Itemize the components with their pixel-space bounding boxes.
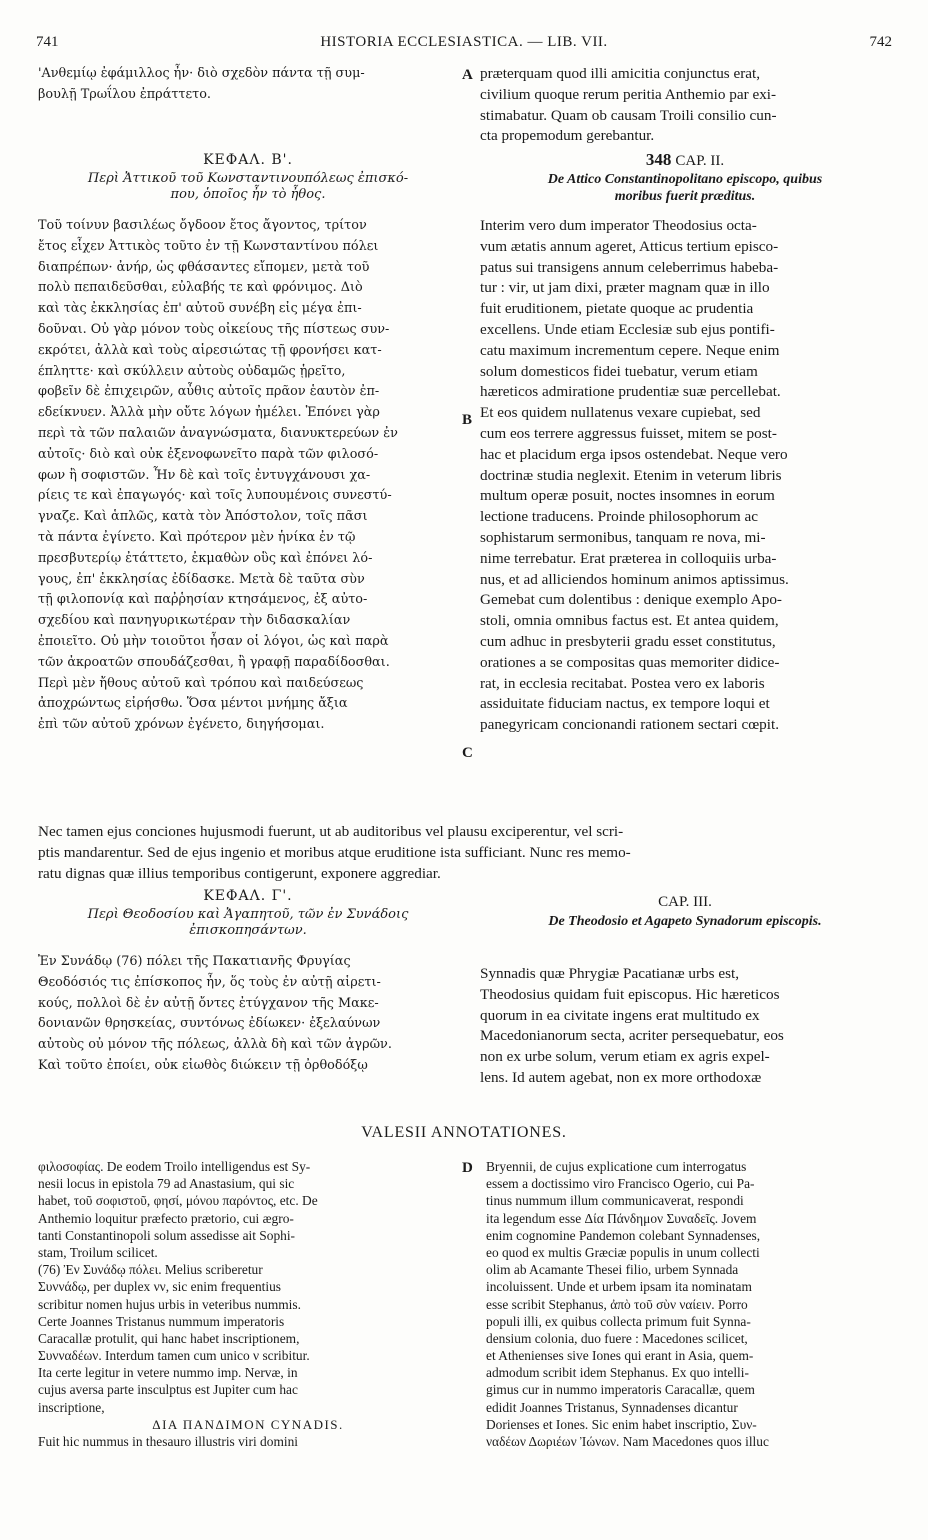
text-line: non ex urbe solum, verum etiam ex agris expel-: [480, 1048, 770, 1066]
text-line: hac et placidum erga ipsos ostendebat. Neque vero: [480, 445, 788, 463]
text-line: ἀποχρώντως εἰρήσθω. Ὅσα μέντοι μνήμης ἄξια: [38, 696, 348, 712]
text-line: Synnadis quæ Phrygiæ Pacatianæ urbs est,: [480, 965, 740, 982]
text-line: αὐτοῖς· διὸ καὶ οὐκ ἐξενοφωνεῖτο παρὰ τῶν φιλοσό-: [38, 446, 379, 462]
note-line: incoluissent. Unde et urbem ipsam ita nominatam: [486, 1279, 752, 1295]
note-line: eo quod ex multis Græciæ populis in unum collecti: [486, 1244, 760, 1260]
text-line: αὐτοὺς οὐ μόνον τῆς πόλεως, ἀλλὰ δὴ καὶ τῶν ἀγρῶν.: [38, 1037, 392, 1053]
text-line: δοῦναι. Οὐ γὰρ μόνον τοὺς οἰκείους τῆς πίστεως συν-: [38, 321, 390, 337]
note-line: essem a doctissimo viro Francisco Ogerio, cui Pa-: [486, 1176, 755, 1192]
text-line: τῇ φιλοπονίᾳ καὶ παῤῥησίαν κτησάμενος, ἐξ αὐτο-: [38, 592, 368, 608]
chapter-title-line: Περὶ Θεοδοσίου καὶ Ἀγαπητοῦ, τῶν ἐν Συνάδοις: [87, 906, 409, 922]
note-line: φιλοσοφίας. De eodem Troilo intelligendus est Sy-: [38, 1159, 311, 1174]
text-line: ἐποιεῖτο. Οὐ μὴν τοιοῦτοι ἦσαν οἱ λόγοι, ὡς καὶ παρὰ: [38, 633, 389, 649]
text-line: Θεοδόσιός τις ἐπίσκοπος ἦν, ὅς τοὺς ἐν αὐτῇ αἱρετι-: [38, 974, 381, 990]
text-line: hæreticos admiratione prudentiæ suæ percellebat.: [480, 383, 781, 401]
chapter-heading: ΚΕΦΑΛ. Γ'.: [203, 888, 293, 904]
note-line: Bryennii, de cujus explicatione cum interrogatus: [486, 1159, 747, 1174]
greek-chapter-3-text: [38, 952, 458, 1077]
text-line: cum eos terrere aggressus fuisset, mitem se post-: [480, 424, 777, 442]
note-line: edidit Joannes Tristanus, Synnadenses dicantur: [486, 1399, 738, 1415]
chapter-title-line: moribus fuerit præditus.: [614, 188, 756, 204]
latin-chapter-2-heading: [480, 150, 890, 205]
margin-letter-a: A: [462, 67, 473, 83]
note-line: populi illi, ex quibus collecta primum fuit Synna-: [486, 1313, 751, 1329]
note-line: Fuit hic nummus in thesauro illustris viri domini: [38, 1434, 298, 1449]
text-line: γους, ἐπ' ἐκκλησίας ἐδίδασκε. Μετὰ δὲ ταῦτα σὺν: [38, 571, 365, 587]
note-line: ita legendum esse Δία Πάνδημον Συναδεῖς. Jovem: [486, 1210, 757, 1226]
text-line: stoli, omnia omnibus factus est. Et antea quidem,: [480, 612, 779, 630]
note-line: cujus aversa parte insculptus est Jupiter cum hac: [38, 1382, 298, 1398]
note-line: Dorienses et Iones. Sic enim habet inscriptio, Συν-: [486, 1416, 757, 1432]
note-line: olim ab Acamante Thesei filio, urbem Synnada: [486, 1262, 739, 1278]
text-line: doctrinæ studia neglexit. Etenim in veterum libris: [480, 466, 782, 484]
text-line: nime terrebatur. Erat præterea in colloquiis urba-: [480, 549, 777, 567]
note-line: Anthemio loquitur præfecto prætorio, cui ægro-: [38, 1210, 294, 1226]
text-line: solum domesticos fidei tuebatur, verum etiam: [480, 362, 758, 380]
text-line: τὰ πάντα ἐγίνετο. Καὶ πρότερον μὲν ἡνίκα ἐν τῷ: [38, 529, 356, 545]
text-line: tur : vir, ut jam dixi, præter magnam quæ in illo: [480, 279, 770, 297]
chapter-title-line: που, ὁποῖος ἦν τὸ ἦθος.: [170, 186, 326, 202]
note-line: densium colonia, duo fuere : Macedones scilicet,: [486, 1330, 748, 1346]
notes-title: VALESII ANNOTATIONES.: [361, 1124, 567, 1141]
text-line: εδείκνυεν. Ἀλλὰ μὴν οὔτε λόγων ἠμέλει. Ἐπόνει γὰρ: [38, 405, 380, 421]
note-line: stam, Troilum scilicet.: [38, 1244, 158, 1260]
text-line: δονιανῶν θρησκείας, συντόνως ἐδίωκεν· ἐξελαύνων: [38, 1016, 381, 1032]
note-line: enim cognomine Pandemon colebant Synnadenses,: [486, 1227, 761, 1243]
text-line: stimabatur. Quam ob causam Troili consilio cun-: [480, 106, 777, 124]
text-line: πολὺ πεπαιδεῦσθαι, εὐλαβής τε καὶ φρόνιμος. Διὸ: [38, 280, 363, 296]
page-number-right: 742: [869, 34, 892, 50]
column-number: 348: [645, 150, 672, 169]
text-line: panegyricam concionandi rationem sectari cœpit.: [480, 716, 779, 734]
page-number-left: 741: [36, 34, 59, 50]
note-line: scribitur nomen hujus urbis in veteribus nummis.: [38, 1296, 301, 1312]
text-line: 'Ανθεμίῳ ἐφάμιλλος ἦν· διὸ σχεδὸν πάντα τῇ συμ-: [38, 66, 365, 81]
text-line: rat, in ecclesia recitabat. Postea vero ex laboris: [480, 674, 765, 692]
latin-chapter-3-text: [480, 964, 890, 1089]
text-line: ρίεις τε καὶ ἐπαγωγός· καὶ τοῖς λυπουμένοις συνεστύ-: [38, 488, 392, 504]
text-line: multum operæ posuit, noctes insomnes in eorum: [480, 487, 775, 505]
note-line: tinus nummum illum communicaverat, respondi: [486, 1193, 744, 1209]
text-line: cta propemodum gerebantur.: [480, 127, 655, 145]
text-line: βουλῇ Τρωΐλου ἐπράττετο.: [38, 86, 211, 102]
text-line: ἐπὶ τῶν αὐτοῦ χρόνων ἐγένετο, διηγήσομαι.: [38, 717, 325, 733]
text-line: Gemebat cum dolentibus : denique exemplo Apo-: [480, 591, 782, 609]
chapter-title-line: Περὶ Ἀττικοῦ τοῦ Κωνσταντινουπόλεως ἐπισκό-: [87, 170, 409, 186]
text-line: έπληττε· καὶ σκύλλειν αὐτοὺς οὐδαμῶς ᾑρεῖτο,: [38, 363, 346, 379]
text-line: civilium quoque rerum peritia Anthemio par exi-: [480, 85, 777, 103]
chapter-heading: [480, 150, 890, 171]
text-line: cum adhuc in presbyterii gradu esset constitutus,: [480, 632, 776, 650]
text-line: catu maximum incrementum cepere. Neque enim: [480, 341, 780, 359]
note-line: admodum scribit idem Stephanus. Ex quo intelli-: [486, 1365, 749, 1381]
note-line: Συννάδῳ, per duplex νν, sic enim frequentius: [38, 1279, 281, 1295]
text-line: φοβεῖν δὲ ἐπιχειρῶν, αὖθις αὐτοῖς πρᾶον ἑαυτὸν ἐπ-: [38, 384, 380, 400]
note-line: et Athenienses sive Iones qui erant in Asia, quem-: [486, 1348, 754, 1364]
text-line: διαπρέπων· ἀνήρ, ὡς φθάσαντες εἴπομεν, μετὰ τοῦ: [38, 259, 370, 275]
chapter-title-line: ἐπισκοπησάντων.: [189, 922, 307, 938]
notes-left-column: [38, 1158, 458, 1450]
note-line: inscriptione,: [38, 1399, 105, 1415]
text-line: τῶν ἀκροατῶν σπουδάζεσθαι, ἢ γραφῇ παραδίδοσθαι.: [38, 654, 390, 670]
running-title: HISTORIA ECCLESIASTICA. — LIB. VII.: [320, 34, 608, 50]
latin-full-width-text: [38, 822, 890, 884]
greek-chapter-3-heading: [38, 886, 458, 939]
margin-letter-b: B: [462, 412, 473, 428]
greek-chapter-2-text: [38, 216, 458, 736]
text-line: πρεσβυτερίῳ ἐτάττετο, ἐκμαθὼν οὓς καὶ ἐπόνει λό-: [38, 550, 373, 566]
latin-column-top: [480, 64, 890, 147]
note-line: gimus cur in nummo imperatoris Caracallæ, quem: [486, 1382, 755, 1398]
text-line: fuit eruditionem, pietate quoque ac prudentia: [480, 300, 754, 318]
latin-chapter-3-heading: [480, 892, 890, 930]
note-line: Ita certe legitur in vetere nummo imp. Nervæ, in: [38, 1365, 298, 1381]
text-line: ratu dignas quæ illius temporibus contigerunt, exponere aggrediar.: [38, 864, 441, 882]
coin-inscription: ΔΙΑ ΠΑΝΔΙΜΟΝ CΥΝΑDIS.: [152, 1416, 344, 1432]
text-line: φων ἢ σοφιστῶν. Ἦν δὲ καὶ τοῖς ἐντυγχάνουσι χα-: [38, 467, 371, 483]
text-line: lectione traducens. Proinde philosophorum ac: [480, 508, 758, 526]
text-line: Theodosius quidam fuit episcopus. Hic hæreticos: [480, 985, 780, 1003]
text-line: Et eos quidem nullatenus vexare cupiebat, sed: [480, 404, 761, 422]
text-line: γναζε. Καὶ ἁπλῶς, κατὰ τὸν Ἀπόστολον, τοῖς πᾶσι: [38, 509, 368, 525]
margin-letter-c: C: [462, 745, 473, 761]
running-head: [36, 34, 892, 56]
text-line: sophistarum sermonibus, tanquam re nova, mi-: [480, 528, 766, 546]
text-line: εκρότει, ἀλλὰ καὶ τοὺς αἱρεσιώτας τῇ φρονήσει κατ-: [38, 342, 382, 358]
text-line: Interim vero dum imperator Theodosius octa-: [480, 217, 757, 234]
margin-letter-d: D: [462, 1160, 473, 1176]
text-line: lens. Id autem agebat, non ex more orthodoxæ: [480, 1068, 762, 1086]
text-line: κούς, πολλοὶ δὲ ἐν αὐτῇ ὄντες ἐτύγχανον τῆς Μακε-: [38, 995, 379, 1011]
text-line: excellens. Unde etiam Ecclesiæ sub ejus pontifi-: [480, 320, 775, 338]
greek-chapter-2-heading: [38, 150, 458, 203]
text-line: Macedonianorum secta, acriter persequebatur, eos: [480, 1027, 784, 1045]
text-line: Nec tamen ejus conciones hujusmodi fuerunt, ut ab auditoribus vel plausu exciperentur, vel scri-: [38, 823, 624, 840]
note-line: tanti Constantinopoli solum assedisse ait Sophi-: [38, 1227, 296, 1243]
text-line: nus, et ad alliciendos hominum animos aptissimus.: [480, 570, 789, 588]
note-line: nesii locus in epistola 79 ad Anastasium, qui sic: [38, 1176, 295, 1192]
latin-chapter-2-text: [480, 216, 890, 736]
text-line: ptis mandarentur. Sed de ejus ingenio et moribus atque eruditione ista sufficiant. Nunc res memo-: [38, 843, 631, 861]
chapter-title-line: De Attico Constantinopolitano episcopo, quibus: [547, 171, 823, 187]
chapter-heading: ΚΕΦΑΛ. Β'.: [203, 152, 293, 168]
text-line: assiduitate fiduciam nactus, ex tempore loqui et: [480, 695, 770, 713]
note-line: (76) Ἐν Συνάδῳ πόλει. Melius scriberetur: [38, 1262, 263, 1278]
chapter-title-line: De Theodosio et Agapeto Synadorum episcopis.: [548, 913, 822, 929]
text-line: quorum in ea civitate ingens erat multitudo ex: [480, 1006, 760, 1024]
chapter-heading: CAP. III.: [658, 894, 712, 910]
text-line: orationes a se compositas quas memoriter didice-: [480, 653, 780, 671]
notes-right-column: [486, 1158, 890, 1450]
note-line: esse scribit Stephanus, ἀπὸ τοῦ σὺν ναίειν. Porro: [486, 1296, 748, 1312]
text-line: Τοῦ τοίνυν βασιλέως ὄγδοον ἔτος ἄγοντος, τρίτον: [38, 218, 367, 233]
chapter-label: CAP. II.: [675, 153, 725, 169]
note-line: habet, τοῦ σοφιστοῦ, φησί, μόνου παρόντος, etc. De: [38, 1193, 318, 1209]
text-line: Περὶ μὲν ἤθους αὐτοῦ καὶ τρόπου καὶ παιδεύσεως: [38, 675, 364, 691]
note-line: Caracallæ protulit, qui hanc habet inscriptionem,: [38, 1330, 300, 1346]
text-line: καὶ τὰς ἐκκλησίας ἐπ' αὐτοῦ συνέβη εἰς μέγα ἐπι-: [38, 301, 362, 317]
note-line: Συνναδέων. Interdum tamen cum unico ν scribitur.: [38, 1348, 310, 1364]
text-line: patus sui transigens annum celeberrimus habeba-: [480, 258, 779, 276]
text-line: περὶ τὰ τῶν παλαιῶν ἀναγνώσματα, διανυκτερεύων ἐν: [38, 425, 398, 441]
text-line: ἔτος εἶχεν Ἀττικὸς τοῦτο ἐν τῇ Κωνσταντίνου πόλει: [38, 238, 379, 254]
note-line: Certe Joannes Tristanus nummum imperatoris: [38, 1313, 285, 1329]
text-line: præterquam quod illi amicitia conjunctus erat,: [480, 65, 761, 82]
greek-column-top: [38, 64, 458, 106]
text-line: σχεδίου καὶ πανηγυρικωτέραν τὴν διδασκαλίαν: [38, 613, 351, 629]
note-line: ναδέων Δωριέων Ἰώνων. Nam Macedones quos illuc: [486, 1434, 769, 1449]
text-line: vum ætatis annum ageret, Atticus tertium episco-: [480, 237, 779, 255]
text-line: Καὶ τοῦτο ἐποίει, οὐκ εἰωθὸς διώκειν τῇ ὀρθοδόξῳ: [38, 1057, 368, 1073]
text-line: Ἐν Συνάδῳ (76) πόλει τῆς Πακατιανῆς Φρυγίας: [38, 954, 351, 969]
